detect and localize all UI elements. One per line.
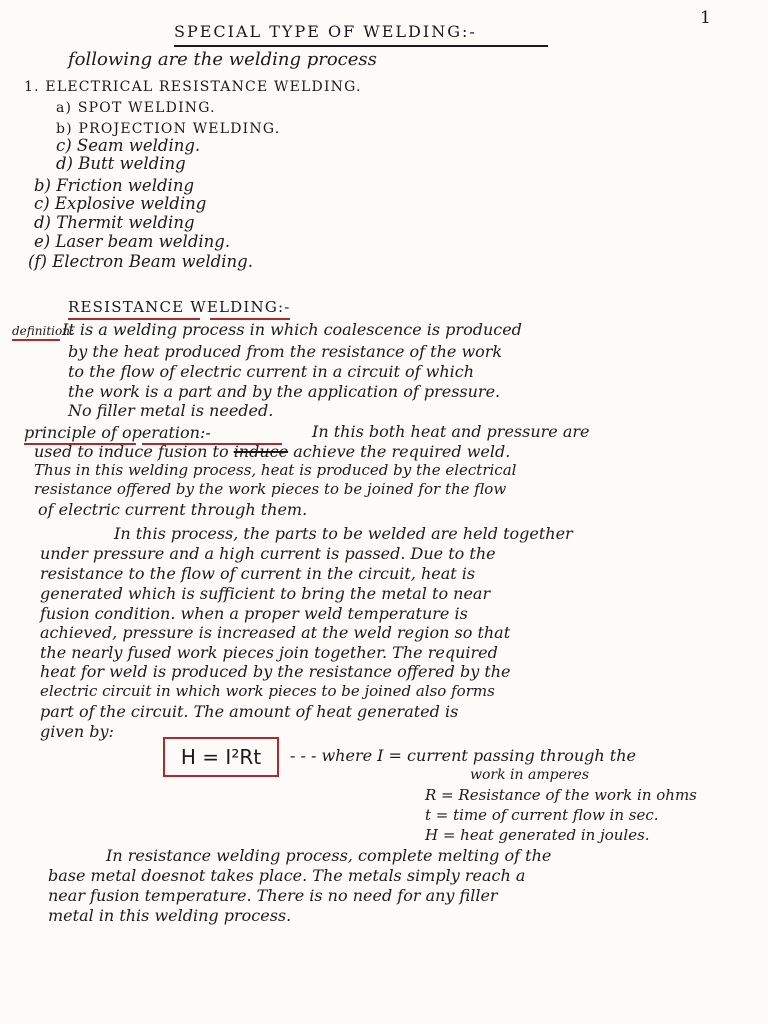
paragraph2-line-10: part of the circuit. The amount of heat generated is [40, 702, 459, 721]
principle-struck-word: induce [233, 442, 289, 461]
principle-line-2-start: used to induce fusion to [34, 442, 229, 461]
principle-label: principle of operation:- [24, 423, 211, 442]
paragraph2-line-2: under pressure and a high current is passed. Due to the [40, 544, 496, 563]
paragraph2-line-1: In this process, the parts to be welded are held together [114, 524, 573, 543]
list-item-1: 1. ELECTRICAL RESISTANCE WELDING. [24, 79, 362, 95]
definition-line-4: the work is a part and by the application of pressure. [68, 382, 501, 401]
definition-line-3: to the flow of electric current in a circuit of which [68, 362, 475, 381]
paragraph3-line-2: base metal doesnot takes place. The metals simply reach a [48, 866, 526, 885]
principle-line-2-end: achieve the required weld. [293, 442, 511, 461]
paragraph2-line-11: given by: [40, 722, 114, 741]
definition-line-2: by the heat produced from the resistance of the work [68, 342, 503, 361]
paragraph2-line-6: achieved, pressure is increased at the weld region so that [40, 623, 511, 642]
heat-formula-box [163, 737, 279, 777]
page-number: 1 [700, 8, 711, 28]
list-sub-b: b) PROJECTION WELDING. [56, 121, 281, 137]
principle-line-3: Thus in this welding process, heat is produced by the electrical [34, 461, 517, 479]
where-line-3: R = Resistance of the work in ohms [425, 786, 697, 804]
where-line-2: work in amperes [470, 767, 590, 783]
list-item-d: d) Thermit welding [34, 213, 195, 232]
principle-line-1-rest: In this both heat and pressure are [312, 422, 590, 441]
paragraph2-line-8: heat for weld is produced by the resistance offered by the [40, 662, 511, 681]
paragraph3-line-1: In resistance welding process, complete melting of the [106, 846, 552, 865]
principle-line-5: of electric current through them. [38, 500, 308, 519]
principle-line-4: resistance offered by the work pieces to be joined for the flow [34, 480, 507, 498]
paragraph2-line-9: electric circuit in which work pieces to be joined also forms [40, 682, 495, 700]
list-item-c: c) Explosive welding [34, 194, 207, 213]
list-item-b: b) Friction welding [34, 176, 195, 195]
definition-line-5: No filler metal is needed. [68, 401, 274, 420]
list-sub-d: d) Butt welding [56, 154, 186, 173]
title-underline [174, 45, 548, 47]
page-title: SPECIAL TYPE OF WELDING:- [174, 22, 477, 41]
list-sub-c: c) Seam welding. [56, 136, 201, 155]
paragraph3-line-3: near fusion temperature. There is no need for any filler [48, 886, 498, 905]
paragraph2-line-5: fusion condition. when a proper weld temperature is [40, 604, 468, 623]
definition-label: definition: [12, 324, 75, 338]
list-item-e: e) Laser beam welding. [34, 232, 231, 251]
where-line-5: H = heat generated in joules. [425, 826, 650, 844]
paragraph2-line-3: resistance to the flow of current in the circuit, heat is [40, 564, 476, 583]
section-heading: RESISTANCE WELDING:- [68, 298, 291, 316]
list-item-f: (f) Electron Beam welding. [28, 252, 253, 271]
paragraph3-line-4: metal in this welding process. [48, 906, 292, 925]
list-sub-a: a) SPOT WELDING. [56, 100, 216, 116]
paragraph2-line-7: the nearly fused work pieces join together. The required [40, 643, 498, 662]
where-line-1: - - - where I = current passing through the [290, 746, 637, 765]
definition-label-underline [12, 339, 60, 341]
principle-line-2 [34, 444, 510, 460]
where-line-4: t = time of current flow in sec. [425, 806, 659, 824]
definition-line-1: It is a welding process in which coalescence is produced [62, 320, 522, 339]
intro-line: following are the welding process [68, 49, 377, 70]
paragraph2-line-4: generated which is sufficient to bring the metal to near [40, 584, 491, 603]
heat-formula: H = I²Rt [180, 745, 262, 769]
